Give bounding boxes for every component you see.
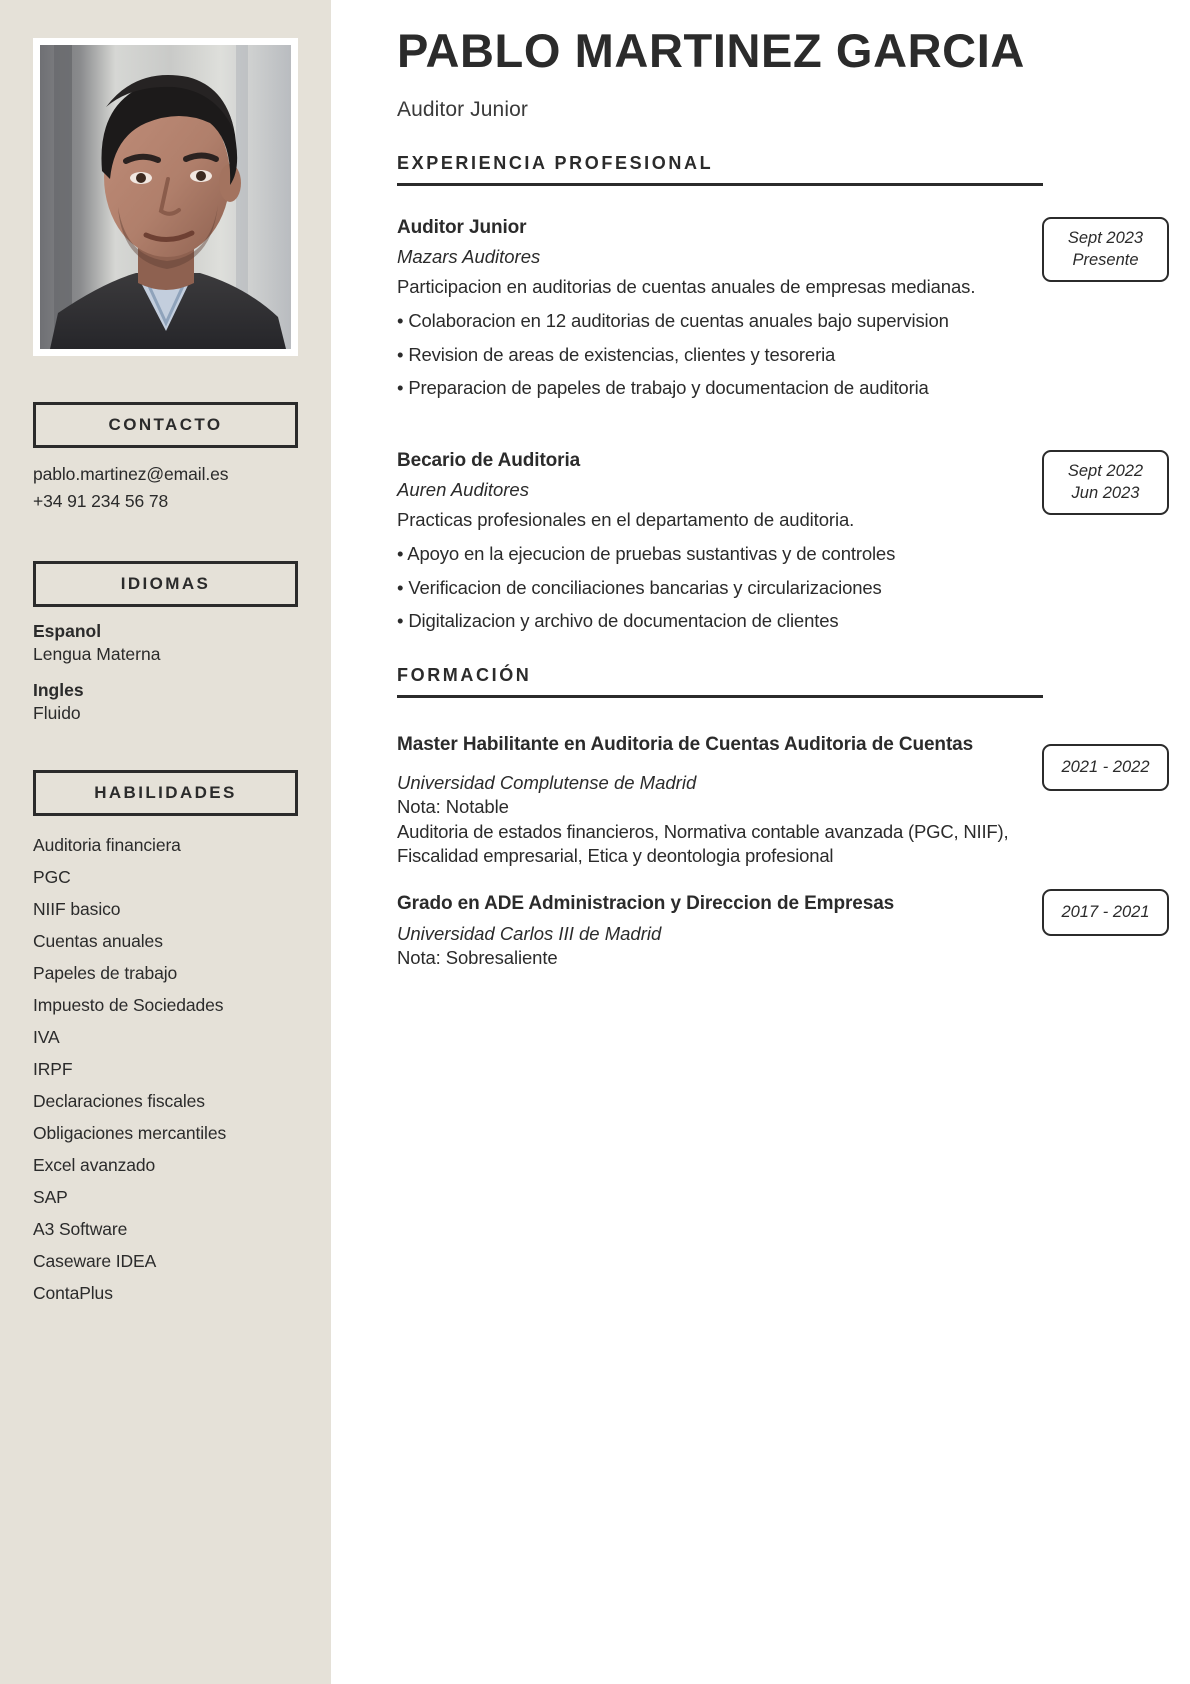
idiomas-list <box>33 620 298 724</box>
contact-phone[interactable]: +34 91 234 56 78 <box>33 491 169 512</box>
experience-bullet: • Preparacion de papeles de trabajo y documentacion de auditoria <box>397 377 929 399</box>
avatar-frame <box>33 38 298 356</box>
contact-email[interactable]: pablo.martinez@email.es <box>33 464 229 484</box>
date-start: Sept 2022 <box>1067 461 1144 480</box>
experience-bullet: • Digitalizacion y archivo de documentacion de clientes <box>397 610 839 632</box>
list-item: Obligaciones mercantiles <box>33 1123 227 1144</box>
list-item: SAP <box>33 1187 68 1208</box>
list-item: Impuesto de Sociedades <box>33 995 224 1016</box>
date-start: Sept 2023 <box>1067 228 1144 247</box>
list-item <box>33 620 298 666</box>
list-item: Papeles de trabajo <box>33 963 178 984</box>
experience-title: Auditor Junior <box>397 216 527 238</box>
list-item: IRPF <box>33 1059 73 1080</box>
language-name: Ingles <box>33 679 84 700</box>
experience-bullet: • Colaboracion en 12 auditorias de cuentas anuales bajo supervision <box>397 310 949 332</box>
list-item: Caseware IDEA <box>33 1251 157 1272</box>
list-item: Excel avanzado <box>33 1155 156 1176</box>
education-entry <box>397 733 1150 869</box>
sidebar <box>0 0 331 1684</box>
education-degree: Grado en ADE Administracion y Direccion de Empresas <box>397 892 895 914</box>
list-item: Declaraciones fiscales <box>33 1091 205 1112</box>
list-item: ContaPlus <box>33 1283 113 1304</box>
experience-bullet: • Apoyo en la ejecucion de pruebas sustantivas y de controles <box>397 543 896 565</box>
education-courses: Auditoria de estados financieros, Normativa contable avanzada (PGC, NIIF), Fiscalidad empresarial, Etica y deontologia profesional <box>397 820 1009 867</box>
date-end: Jun 2023 <box>1071 484 1140 503</box>
list-item: IVA <box>33 1027 60 1048</box>
experience-bullet: • Verificacion de conciliaciones bancarias y circularizaciones <box>397 576 882 598</box>
job-role-subtitle: Auditor Junior <box>397 97 528 121</box>
portrait-photo-icon <box>40 45 291 349</box>
education-school: Universidad Carlos III de Madrid <box>397 922 662 944</box>
experience-entry <box>397 216 1144 401</box>
education-section-heading: FORMACIÓN <box>397 665 1043 698</box>
education-grade: Nota: Sobresaliente <box>397 947 558 969</box>
experience-section-heading: EXPERIENCIA PROFESIONAL <box>397 153 1043 186</box>
page-title: PABLO MARTINEZ GARCIA <box>397 24 1025 77</box>
date-badge <box>1042 450 1169 516</box>
list-item: Cuentas anuales <box>33 931 163 952</box>
list-item: PGC <box>33 867 71 888</box>
idiomas-heading: IDIOMAS <box>33 561 298 607</box>
date-range: 2021 - 2022 <box>1061 757 1150 776</box>
experience-entry <box>397 449 1144 634</box>
education-entry <box>397 892 1150 971</box>
experience-list <box>397 216 1144 634</box>
list-item: Auditoria financiera <box>33 835 181 856</box>
language-level: Lengua Materna <box>33 644 161 664</box>
education-degree: Master Habilitante en Auditoria de Cuentas Auditoria de Cuentas <box>397 733 974 755</box>
experience-company: Auren Auditores <box>397 479 529 501</box>
habilidades-heading: HABILIDADES <box>33 770 298 816</box>
language-name: Espanol <box>33 621 102 642</box>
experience-bullet: • Revision de areas de existencias, clientes y tesoreria <box>397 343 836 365</box>
list-item: NIIF basico <box>33 899 121 920</box>
date-badge <box>1042 217 1169 283</box>
experience-company: Mazars Auditores <box>397 246 541 268</box>
date-end: Presente <box>1072 251 1139 270</box>
avatar <box>40 45 291 349</box>
date-badge <box>1042 744 1169 791</box>
education-school: Universidad Complutense de Madrid <box>397 771 697 793</box>
date-range: 2017 - 2021 <box>1061 902 1150 921</box>
list-item: A3 Software <box>33 1219 128 1240</box>
main-content <box>331 0 1190 1684</box>
education-list <box>397 733 1150 971</box>
education-grade: Nota: Notable <box>397 796 509 818</box>
language-level: Fluido <box>33 702 81 723</box>
experience-description: Participacion en auditorias de cuentas anuales de empresas medianas. <box>397 276 976 298</box>
habilidades-list <box>33 829 298 1309</box>
contacto-heading: CONTACTO <box>33 402 298 448</box>
date-badge <box>1042 889 1169 936</box>
experience-title: Becario de Auditoria <box>397 449 581 471</box>
list-item <box>33 679 298 725</box>
experience-description: Practicas profesionales en el departamento de auditoria. <box>397 509 855 531</box>
